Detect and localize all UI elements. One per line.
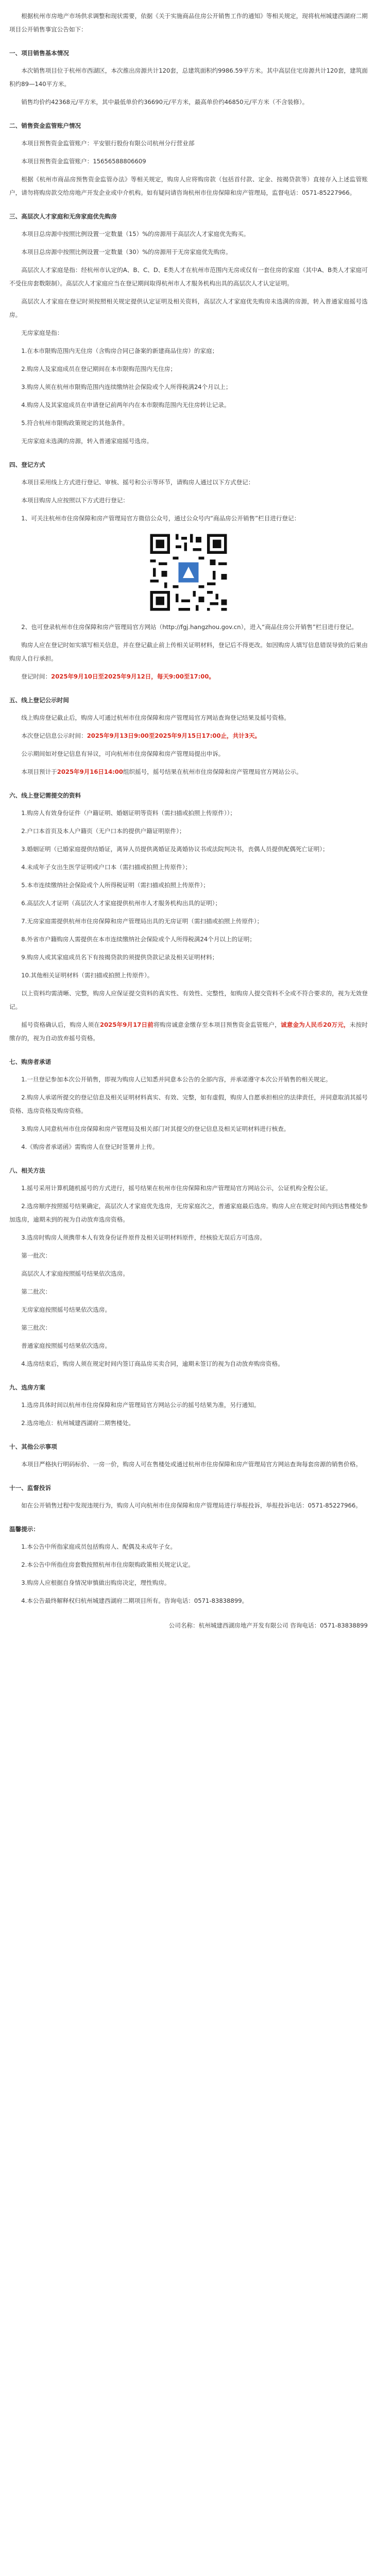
section-6-item: 9.购房人或其家庭成员名下有按揭贷款的须提供贷款记录及相关证明材料； [21,954,218,961]
section-6-item: 2.户口本首页及本人户籍页（无户口本的提供户籍证明原件）； [21,827,185,835]
section-4-p3: 购房人应在登记时如实填写相关信息，并在登记截止前上传相关证明材料，登记后不得更改。如因购房人填写信息错误导致的后果由购房人自行承担。 [9,641,368,662]
label: 登记时间： [21,673,52,680]
label: 未按时缴存的，视为自动放弃摇号资格。 [9,1021,368,1042]
section-5-title: 五、线上登记公示时间 [9,697,69,704]
lottery-time-value: 2025年9月16日14:00 [57,768,123,775]
section-3-item: 3.购房人须在杭州市限购范围内连续缴纳社会保险或个人所得税满24个月以上； [21,383,232,391]
section-2-p1: 本项目预售资金监管账户：平安银行股份有限公司杭州分行营业部 [21,140,195,147]
section-11-p1: 如在公开销售过程中发现违规行为，购房人可向杭州市住房保障和房产管理局进行举报投诉，举报投诉电话：0571-85227966。 [21,1502,362,1509]
section-5-p1: 线上购房登记截止后，购房人可通过杭州市住房保障和房产管理局官方网站查询登记结果及摇号资格。 [21,714,290,721]
section-6-item: 10.其他相关证明材料（需扫描或拍照上传原件）。 [21,972,153,979]
section-3-item: 1.在本市限购范围内无住房（含购房合同已备案的新建商品住房）的家庭； [21,347,218,354]
section-6-item: 8.外省市户籍购房人需提供在本市连续缴纳社会保险或个人所得税满24个月以上的证明； [21,936,255,943]
section-3-p3: 高层次人才家庭是指：经杭州市认定的A、B、C、D、E类人才在杭州市范围内无房或仅有一套住房的家庭（其中A、B类人才家庭可不受住房套数限制）。高层次人才家庭应当在登记期间取得杭州市人才服务机构出具的高层次人才认定证明。 [9,266,368,287]
section-2-p3: 根据《杭州市商品房预售资金监管办法》等相关规定，购房人应将购房款（包括首付款、定金、按揭贷款等）直接存入上述监管账户，请勿将购房款交给房地产开发企业或中介机构。如有疑问请咨询杭州市住房保障和房产管理局，监督电话：0571-85227966。 [9,176,368,196]
section-8-batch-2-label: 第二批次： [21,1288,52,1295]
section-5-lottery-time [9,765,368,778]
deposit-amount: 诚意金为人民币20万元， [280,1021,350,1028]
section-8-p3: 3.选房时购房人须携带本人有效身份证件原件及相关证明材料原件，经核验无误后方可选房。 [21,1234,266,1241]
section-7-item: 4.《购房者承诺函》需购房人在登记时签署并上传。 [21,1143,159,1150]
section-8-p10: 4.选房结束后，购房人须在规定时间内签订商品房买卖合同，逾期未签订的视为自动放弃购房资格。 [21,1360,284,1367]
section-8-batch-1-label: 第一批次： [21,1252,52,1259]
label: 本项目预计于 [21,768,57,775]
section-9-item: 1.选房具体时间以杭州市住房保障和房产管理局官方网站公示的摇号结果为准，另行通知。 [21,1401,260,1409]
section-4-p2: 本项目购房人应按照以下方式进行登记： [21,497,129,504]
section-6-item: 6.高层次人才证明（高层次人才家庭提供杭州市人才服务机构出具的证明）； [21,900,221,907]
section-11-title: 十一、监督投诉 [9,1484,52,1492]
section-8-batch-2-text: 无房家庭按照摇号结果依次选房。 [21,1306,111,1313]
section-8-p1: 1.摇号采用计算机随机摇号的方式进行，摇号结果在杭州市住房保障和房产管理局官方网站公示，公证机构全程公证。 [21,1184,332,1192]
section-3-item: 5.符合杭州市限购政策规定的其他条件。 [21,419,129,427]
section-10-p1: 本项目严格执行明码标价、一房一价，购房人可在售楼处或通过杭州市住房保障和房产管理局官方网站查询每套房源的销售价格。 [21,1461,362,1468]
section-3-item: 2.购房人及家庭成员在登记期间在本市限购范围内无住房； [21,365,177,372]
section-7-item: 3.购房人同意杭州市住房保障和房产管理局及相关部门对其提交的登记信息及相关证明材料进行核查。 [21,1125,290,1132]
section-10-title: 十、其他公示事项 [9,1443,57,1450]
section-8-batch-3-text: 普通家庭按照摇号结果依次选房。 [21,1342,111,1349]
label: 摇号资格确认后，购房人须在 [21,1021,100,1028]
qr-code-block [9,531,368,618]
section-2-title: 二、销售资金监管账户情况 [9,122,81,129]
label: 将购房诚意金缴存至本项目预售资金监管账户， [153,1021,281,1028]
section-8-batch-3-label: 第三批次： [21,1324,52,1331]
section-6-p1: 以上资料均需清晰、完整，购房人应保证提交资料的真实性、有效性、完整性，如购房人提交资料不全或不符合要求的，视为无效登记。 [9,990,368,1010]
section-8-batch-1-text: 高层次人才家庭按照摇号结果依次选房。 [21,1270,129,1277]
section-3-item: 4.购房人及其家庭成员在申请登记前两年内在本市限购范围内无住房转让记录。 [21,401,230,409]
section-5-p3: 公示期间如对登记信息有异议，可向杭州市住房保障和房产管理局提出申诉。 [21,750,225,757]
notice-title: 温馨提示： [9,1526,39,1533]
intro-paragraph: 根据杭州市房地产市场供求调整和现状需要，依据《关于实施商品住房公开销售工作的通知》等相关规定，现将杭州城建西湖府二期项目公开销售事宜公告如下： [9,12,368,33]
notice-item: 3.购房人应根据自身情况审慎做出购房决定，理性购房。 [21,1579,170,1586]
notice-item: 2.本公告中所指住房套数按照杭州市住房限购政策相关规定认定。 [21,1561,194,1568]
section-6-item: 7.无房家庭需提供杭州市住房保障和房产管理局出具的无房证明（需扫描或拍照上传原件）； [21,918,263,925]
section-4-p1: 本项目采用线上方式进行登记、审核、摇号和公示等环节，请购房人通过以下方式登记： [21,479,254,486]
section-9-item: 2.选房地点：杭州城建西湖府二期售楼处。 [21,1419,134,1427]
section-1-p1: 本次销售项目位于杭州市西湖区，本次推出房源共计120套，总建筑面积约9986.59平方米。其中高层住宅房源共计120套，建筑面积约89—140平方米。 [9,67,368,88]
section-8-p2: 2.选房顺序按照摇号结果确定，高层次人才家庭优先选房，无房家庭次之，普通家庭最后选房。购房人应在规定时间内到达售楼处参加选房，逾期未到的视为自动放弃选房资格。 [9,1202,368,1223]
section-1-title: 一、项目销售基本情况 [9,49,69,57]
deposit-deadline: 2025年9月17日前 [100,1021,154,1028]
section-3-p4: 高层次人才家庭在登记时须按照相关规定提供认定证明及相关资料，高层次人才家庭优先购房未选满的房源，转入普通家庭摇号选房。 [9,298,368,318]
section-6-item: 3.婚姻证明（已婚家庭提供结婚证，离异人员提供离婚证及离婚协议书或法院判决书，丧偶人员提供配偶死亡证明）； [21,845,329,853]
section-5-publicity-time [9,729,368,742]
notice-item: 1.本公告中所指家庭成员包括购房人、配偶及未成年子女。 [21,1543,177,1550]
section-7-title: 七、购房者承诺 [9,1058,52,1065]
section-9-title: 九、选房方案 [9,1384,45,1391]
qr-code-icon [147,531,230,614]
section-3-p5: 无房家庭是指： [21,329,63,336]
registration-time-value: 2025年9月10日至2025年9月12日，每天9:00至17:00。 [51,673,215,680]
section-6-item: 5.本市连续缴纳社会保险或个人所得税证明（需扫描或拍照上传原件）； [21,882,209,889]
section-6-item: 4.未成年子女出生医学证明或户口本（需扫描或拍照上传原件）； [21,863,192,871]
section-3-p6: 无房家庭未选满的房源，转入普通家庭摇号选房。 [21,437,153,445]
section-3-title: 三、高层次人才家庭和无房家庭优先购房 [9,213,117,220]
section-3-p1: 本项目总房源中按照比例设置一定数量（15）%的房源用于高层次人才家庭优先购买。 [21,230,250,238]
section-7-item: 1.一旦登记参加本次公开销售，即视为购房人已知悉并同意本公告的全部内容，并承诺遵守本次公开销售的相关规定。 [21,1076,332,1083]
notice-item: 4.本公告最终解释权归杭州城建西湖府二期项目所有。咨询电话：0571-83838899。 [21,1597,248,1604]
label: 本次登记信息公示时间： [21,732,87,739]
section-1-p2: 销售均价约42368元/平方米，其中最低单价约36690元/平方米，最高单价约46850元/平方米（不含装修）。 [21,98,309,106]
signature: 公司名称：杭州城建西湖房地产开发有限公司 咨询电话：0571-83838899 [168,1622,368,1629]
section-2-p2: 本项目预售资金监管账户：15656588806609 [21,158,146,165]
section-6-deposit-note [9,1018,368,1045]
section-6-title: 六、线上登记需提交的资料 [9,792,81,799]
publicity-time-value: 2025年9月13日9:00至2025年9月15日17:00止，共计3天。 [87,732,261,739]
section-4-title: 四、登记方式 [9,461,45,468]
section-7-item: 2.购房人承诺所提交的登记信息及相关证明材料真实、有效、完整，如有虚假，购房人自愿承担相应的法律责任，并同意取消其摇号资格、选房资格及购房资格。 [9,1094,368,1114]
section-4-item2: 2、也可登录杭州市住房保障和房产管理局官方网站（http://fgj.hangzhou.gov.cn），进入“商品住房公开销售”栏目进行登记。 [21,623,358,631]
section-6-item: 1.购房人有效身份证件（户籍证明、婚姻证明等资料（需扫描或拍照上传原件））； [21,809,236,817]
section-4-item1: 1、可关注杭州市住房保障和房产管理局官方微信公众号，通过公众号内“商品房公开销售”栏目进行登记： [21,515,300,522]
label: 组织摇号，摇号结果在杭州市住房保障和房产管理局官方网站公示。 [123,768,302,775]
section-3-p2: 本项目总房源中按照比例设置一定数量（30）%的房源用于无房家庭优先购房。 [21,248,232,256]
section-8-title: 八、相关方法 [9,1167,45,1174]
section-4-registration-time [9,670,368,683]
